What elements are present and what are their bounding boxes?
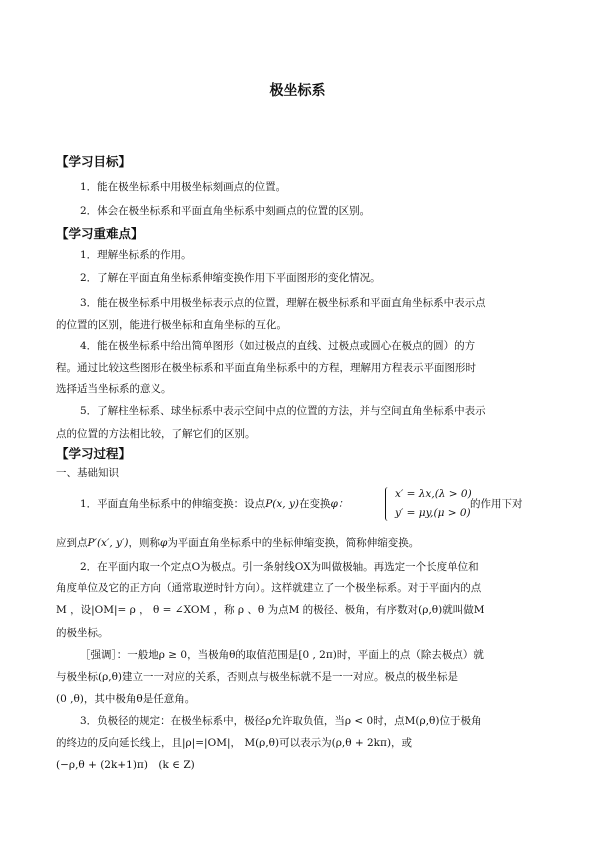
emphasis-line: ［强调］：一般地ρ ≥ 0，当极角θ的取值范围是[0 , 2π)时，平面上的点（除去极点）就 [80,649,484,661]
focus-item: 2．了解在平面直角坐标系伸缩变换作用下平面图形的变化情况。 [80,272,381,284]
polar-definition-line: 角度单位及它的正方向（通常取逆时针方向）。这样就建立了一个极坐标系。对于平面内的点 [56,582,482,594]
equation-brace [385,487,394,521]
math-point: P(x, y) [265,498,299,510]
focus-item: 5．了解柱坐标系、球坐标系中表示空间中点的位置的方法，并与空间直角坐标系中表示 [80,405,486,417]
focus-item: 的位置的区别，能进行极坐标和直角坐标的互化。 [56,319,287,331]
math-eq: y′ = μy,(μ > 0) [395,507,471,519]
section-heading-process: 【学习过程】 [56,446,132,461]
text-span: ，则称 [128,537,160,549]
goal-item: 2．体会在极坐标系和平面直角坐标系中刻画点的位置的区别。 [80,205,371,217]
subsection-heading: 一、基础知识 [56,467,119,479]
focus-item: 点的位置的方法相比较，了解它们的区别。 [56,428,256,440]
section-heading-goals: 【学习目标】 [56,154,132,169]
text-span: 为平面直角坐标系中的坐标伸缩变换，简称伸缩变换。 [167,537,420,549]
focus-item: 选择适当坐标系的意义。 [56,383,172,395]
negative-radius-line: 3．负极径的规定：在极坐标系中，极径ρ允许取负值，当ρ < 0时，点M(ρ,θ)位于极角 [80,715,482,727]
math-phi: φ [159,537,168,549]
negative-radius-line: 的终边的反向延长线上，且|ρ|=|OM|， M(ρ,θ)可以表示为(ρ,θ + 2kπ)，或 [56,737,413,749]
page-title: 极坐标系 [269,83,326,99]
equation-line-y [395,507,471,519]
equation-line-x [395,488,472,500]
emphasis-line: (0 ,θ)，其中极角θ是任意角。 [56,693,196,705]
section-heading-focus: 【学习重难点】 [56,226,144,241]
focus-item: 3．能在极坐标系中用极坐标表示点的位置，理解在极坐标系和平面直角坐标系中表示点 [80,297,486,309]
math-phi: φ： [330,498,349,510]
math-eq: x′ = λx,(λ > 0) [395,488,472,500]
focus-item: 程。通过比较这些图形在极坐标系和平面直角坐标系中的方程，理解用方程表示平面图形时 [56,362,476,374]
emphasis-line: 与极坐标(ρ,θ)建立一一对应的关系，否则点与极坐标就不是一一对应。极点的极坐标是 [56,671,459,683]
text-span: 应到点 [56,537,88,549]
focus-item: 1．理解坐标系的作用。 [80,249,192,261]
focus-item: 4．能在极坐标系中给出简单图形（如过极点的直线、过极点或圆心在极点的圆）的方 [80,340,476,352]
goal-item: 1．能在极坐标系中用极坐标刻画点的位置。 [80,181,287,193]
stretch-transform-text [80,497,348,511]
polar-definition-line: 2．在平面内取一个定点O为极点。引一条射线OX为叫做极轴。再选定一个长度单位和 [80,561,479,573]
negative-radius-line: (−ρ,θ + (2k+1)π) (k ∈ Z) [56,759,195,771]
stretch-transform-tail: 的作用下对 [470,498,523,510]
text-span: 1．平面直角坐标系中的伸缩变换：设点 [80,498,266,510]
text-span: 在变换 [298,498,331,510]
stretch-transform-line2 [56,536,546,550]
math-point: P′(x′, y′) [87,537,129,549]
polar-definition-line: 的极坐标。 [56,627,109,639]
polar-definition-line: M ，设|OM|= ρ ， θ = ∠XOM ，称 ρ 、θ 为点M 的极径、极角，有序数对(ρ,θ)就叫做M [56,604,485,616]
